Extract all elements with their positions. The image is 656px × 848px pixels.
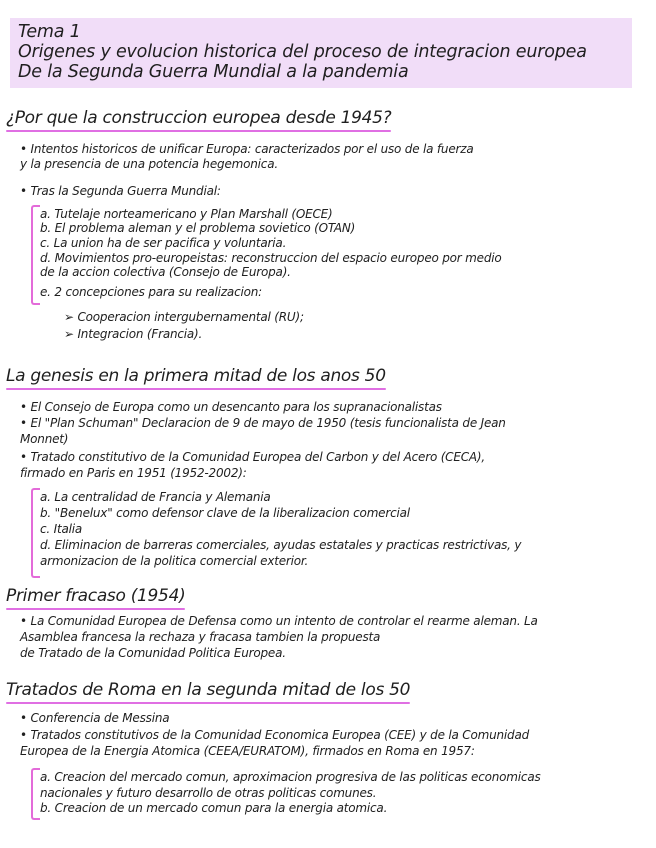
sublist-bracket — [31, 205, 40, 305]
paragraph-line: firmado en Paris en 1951 (1952-2002): — [20, 466, 247, 480]
sublist-item: a. La centralidad de Francia y Alemania — [40, 490, 271, 504]
paragraph-line: Asamblea francesa la rechaza y fracasa tambien la propuesta — [20, 630, 381, 644]
sublist-item: de la accion colectiva (Consejo de Europa). — [40, 265, 291, 279]
title-box — [10, 18, 632, 88]
sublist-item: a. Creacion del mercado comun, aproximacion progresiva de las politicas economicas — [40, 770, 541, 784]
sublist-bracket — [31, 768, 40, 820]
paragraph-line: • La Comunidad Europea de Defensa como un intento de controlar el rearme aleman. La — [20, 614, 538, 628]
paragraph-line: • Conferencia de Messina — [20, 711, 170, 725]
sublist-item: b. El problema aleman y el problema sovietico (OTAN) — [40, 221, 356, 235]
arrow-item-integracion: ➢ Integracion (Francia). — [64, 327, 203, 341]
sublist-item: nacionales y futuro desarrollo de otras politicas comunes. — [40, 786, 377, 800]
section-heading-genesis: La genesis en la primera mitad de los anos 50 — [6, 366, 386, 389]
paragraph-line: Europea de la Energia Atomica (CEEA/EURATOM), firmados en Roma en 1957: — [20, 744, 475, 758]
paragraph-line: de Tratado de la Comunidad Politica Europea. — [20, 646, 286, 660]
section-heading-fracaso: Primer fracaso (1954) — [6, 586, 185, 609]
bullet-intentos-l1: • Intentos historicos de unificar Europa: caracterizados por el uso de la fuerza — [20, 142, 474, 156]
title-topic: Tema 1 — [18, 22, 81, 42]
paragraph-line: • Tratados constitutivos de la Comunidad Economica Europea (CEE) y de la Comunidad — [20, 728, 530, 742]
section-heading-1945: ¿Por que la construccion europea desde 1945? — [6, 108, 391, 131]
bullet-intentos-l2: y la presencia de una potencia hegemonica. — [20, 157, 278, 171]
arrow-item-cooperacion: ➢ Cooperacion intergubernamental (RU); — [64, 310, 304, 324]
sublist-item: d. Eliminacion de barreras comerciales, ayudas estatales y practicas restrictivas, y — [40, 538, 522, 552]
sublist-item: c. La union ha de ser pacifica y voluntaria. — [40, 236, 287, 250]
sublist-item: b. "Benelux" como defensor clave de la liberalizacion comercial — [40, 506, 410, 520]
paragraph-line: Monnet) — [20, 432, 69, 446]
sublist-item: b. Creacion de un mercado comun para la energia atomica. — [40, 801, 388, 815]
sublist-item: e. 2 concepciones para su realizacion: — [40, 285, 262, 299]
sublist-item: a. Tutelaje norteamericano y Plan Marshall (OECE) — [40, 207, 333, 221]
sublist-item: c. Italia — [40, 522, 83, 536]
bullet-tras-guerra: • Tras la Segunda Guerra Mundial: — [20, 184, 221, 198]
sublist-item: armonizacion de la politica comercial exterior. — [40, 554, 309, 568]
sublist-item: d. Movimientos pro-europeistas: reconstruccion del espacio europeo por medio — [40, 251, 502, 265]
section-heading-roma: Tratados de Roma en la segunda mitad de los 50 — [6, 680, 410, 703]
sublist-bracket — [31, 488, 40, 578]
paragraph-line: • El "Plan Schuman" Declaracion de 9 de mayo de 1950 (tesis funcionalista de Jean — [20, 416, 506, 430]
paragraph-line: • El Consejo de Europa como un desencanto para los supranacionalistas — [20, 400, 442, 414]
paragraph-line: • Tratado constitutivo de la Comunidad Europea del Carbon y del Acero (CECA), — [20, 450, 486, 464]
title-subtitle: De la Segunda Guerra Mundial a la pandemia — [18, 62, 409, 82]
title-main: Origenes y evolucion historica del proceso de integracion europea — [18, 42, 587, 62]
